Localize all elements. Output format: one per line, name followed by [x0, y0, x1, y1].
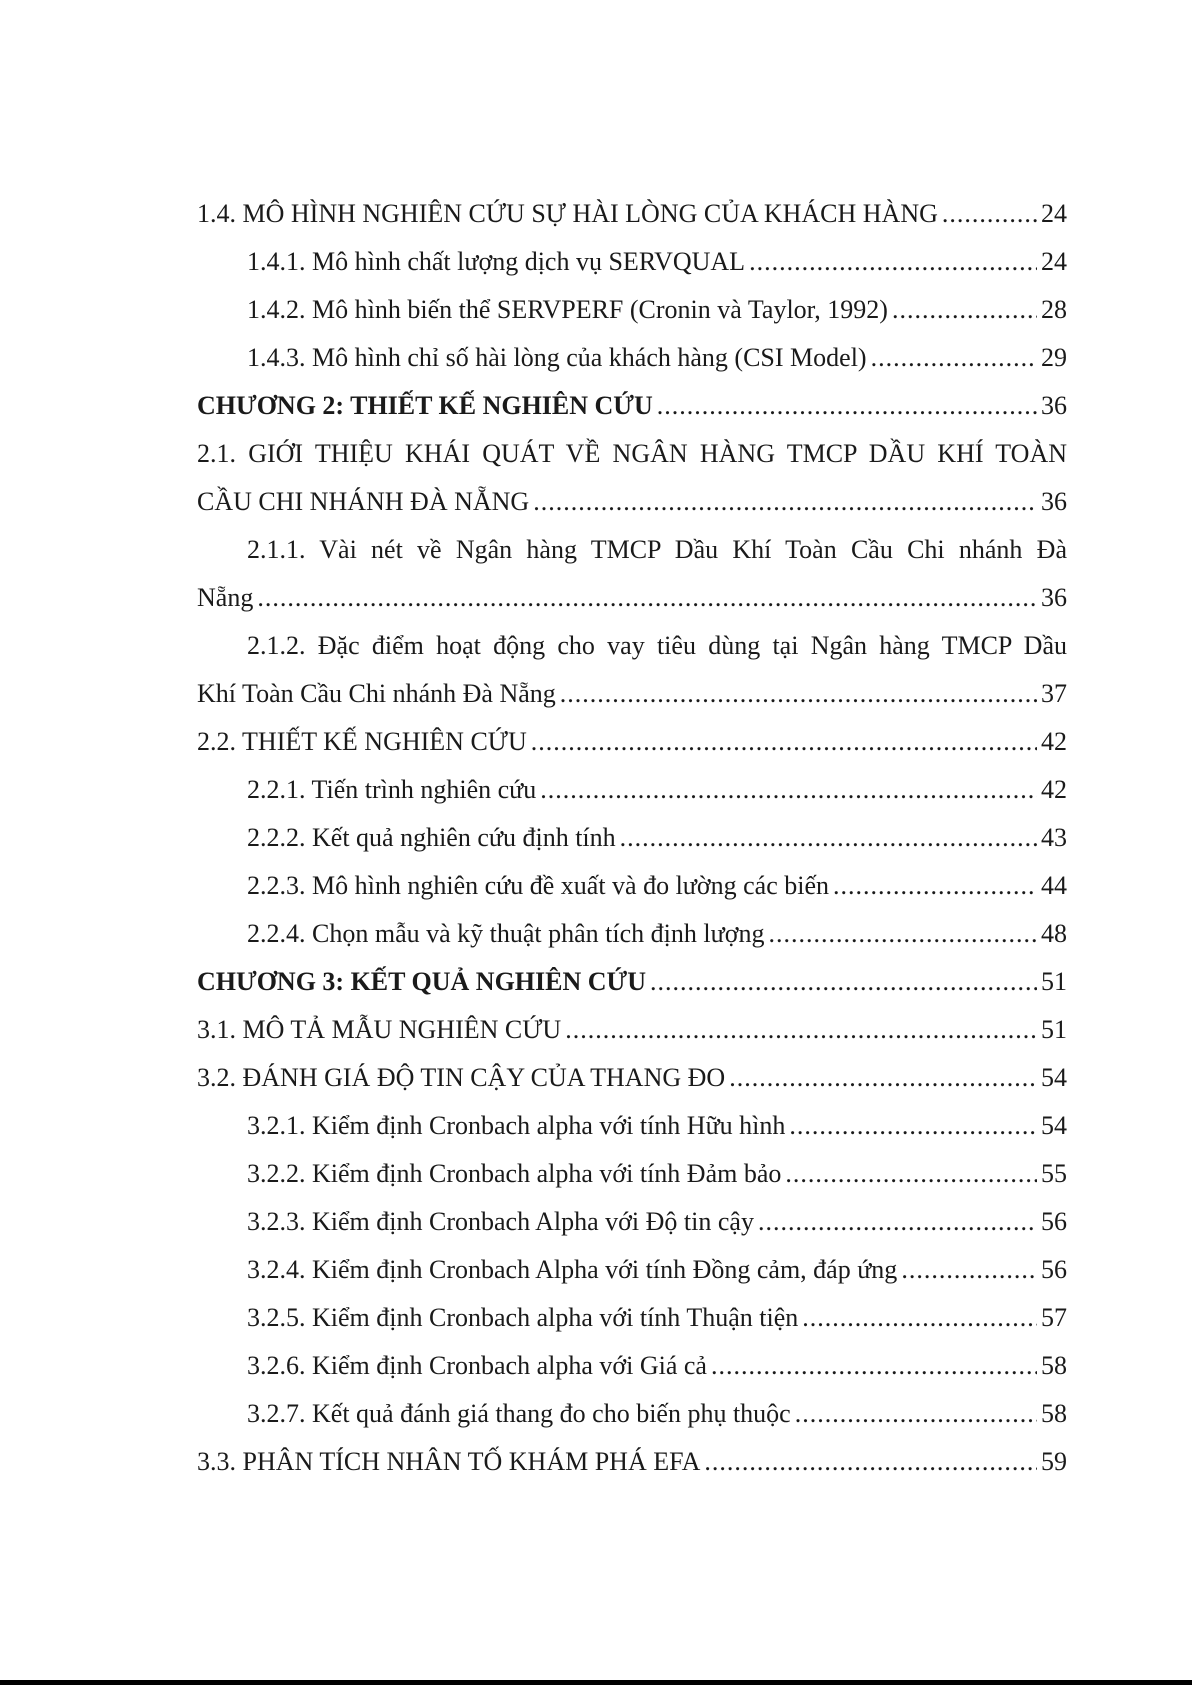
dot-leader	[802, 1294, 1037, 1342]
dot-leader	[768, 910, 1037, 958]
toc-entry-page: 56	[1041, 1207, 1067, 1236]
toc-entry-title: 2.2.2. Kết quả nghiên cứu định tính	[247, 823, 616, 852]
dot-leader	[565, 1006, 1037, 1054]
toc-entry-line1: 2.1.2. Đặc điểm hoạt động cho vay tiêu dùng tại Ngân hàng TMCP Dầu	[247, 631, 1067, 660]
toc-entry	[197, 1150, 1067, 1198]
toc-entry	[197, 238, 1067, 286]
dot-leader	[620, 814, 1037, 862]
toc-entry-page: 59	[1041, 1447, 1067, 1476]
dot-leader	[901, 1246, 1037, 1294]
toc-entry	[197, 766, 1067, 814]
toc-entry	[197, 1054, 1067, 1102]
toc-entry-page: 58	[1041, 1399, 1067, 1428]
toc-chapter-entry	[197, 382, 1067, 430]
dot-leader	[257, 574, 1037, 622]
toc-entry-page: 42	[1041, 727, 1067, 756]
toc-chapter-entry	[197, 958, 1067, 1006]
toc-entry-page: 36	[1041, 583, 1067, 612]
toc-entry-title: 3.2. ĐÁNH GIÁ ĐỘ TIN CẬY CỦA THANG ĐO	[197, 1063, 726, 1092]
toc-entry-page: 42	[1041, 775, 1067, 804]
toc-entry-title: 3.2.1. Kiểm định Cronbach alpha với tính Hữu hình	[247, 1111, 786, 1140]
dot-leader	[942, 190, 1037, 238]
dot-leader	[711, 1342, 1037, 1390]
toc-entry-page: 29	[1041, 343, 1067, 372]
toc-entry-title: 2.2.1. Tiến trình nghiên cứu	[247, 775, 537, 804]
dot-leader	[833, 862, 1037, 910]
toc-entry-page: 36	[1041, 391, 1067, 420]
dot-leader	[560, 670, 1037, 718]
toc-entry	[197, 1438, 1067, 1486]
toc-entry-title: 3.2.6. Kiểm định Cronbach alpha với Giá cả	[247, 1351, 707, 1380]
toc-entry-page: 56	[1041, 1255, 1067, 1284]
toc-entry-title: 3.2.3. Kiểm định Cronbach Alpha với Độ tin cậy	[247, 1207, 754, 1236]
toc-entry	[197, 286, 1067, 334]
toc-entry	[197, 1198, 1067, 1246]
toc-entry-page: 24	[1041, 199, 1067, 228]
dot-leader	[704, 1438, 1037, 1486]
toc-entry-page: 43	[1041, 823, 1067, 852]
toc-entry	[197, 1102, 1067, 1150]
toc-entry-title: 1.4.1. Mô hình chất lượng dịch vụ SERVQUAL	[247, 247, 746, 276]
toc-entry-page: 44	[1041, 871, 1067, 900]
dot-leader	[749, 238, 1037, 286]
dot-leader	[871, 334, 1037, 382]
toc-entry-page: 54	[1041, 1111, 1067, 1140]
toc-entry-title: CHƯƠNG 3: KẾT QUẢ NGHIÊN CỨU	[197, 967, 646, 996]
toc-entry-title: 2.2.3. Mô hình nghiên cứu đề xuất và đo lường các biến	[247, 871, 830, 900]
toc-entry	[197, 334, 1067, 382]
dot-leader	[657, 382, 1037, 430]
toc-entry-title: 3.2.5. Kiểm định Cronbach alpha với tính Thuận tiện	[247, 1303, 799, 1332]
toc-entry-page: 37	[1041, 679, 1067, 708]
toc-entry-page: 51	[1041, 1015, 1067, 1044]
dot-leader	[540, 766, 1037, 814]
toc-entry-title: CẦU CHI NHÁNH ĐÀ NẴNG	[197, 487, 530, 516]
toc-entry	[197, 574, 1067, 622]
toc-entry	[197, 1390, 1067, 1438]
toc-entry	[197, 1006, 1067, 1054]
dot-leader	[533, 478, 1037, 526]
toc-entry	[197, 478, 1067, 526]
toc-entry-page: 51	[1041, 967, 1067, 996]
toc-entry-page: 28	[1041, 295, 1067, 324]
toc-entry-title: 3.2.7. Kết quả đánh giá thang đo cho biến phụ thuộc	[247, 1399, 791, 1428]
toc-entry-page: 55	[1041, 1159, 1067, 1188]
toc-entry-title: 1.4.2. Mô hình biến thể SERVPERF (Cronin và Taylor, 1992)	[247, 295, 888, 324]
toc-entry	[197, 190, 1067, 238]
toc-entry	[197, 910, 1067, 958]
toc-entry-title: 2.2. THIẾT KẾ NGHIÊN CỨU	[197, 727, 527, 756]
dot-leader	[789, 1102, 1037, 1150]
toc-entry-page: 36	[1041, 487, 1067, 516]
toc-entry	[197, 1246, 1067, 1294]
toc-entry-title: CHƯƠNG 2: THIẾT KẾ NGHIÊN CỨU	[197, 391, 653, 420]
dot-leader	[758, 1198, 1037, 1246]
dot-leader	[531, 718, 1037, 766]
dot-leader	[795, 1390, 1037, 1438]
toc-entry-title: 3.3. PHÂN TÍCH NHÂN TỐ KHÁM PHÁ EFA	[197, 1447, 701, 1476]
dot-leader	[892, 286, 1037, 334]
toc-entry-title: 3.2.4. Kiểm định Cronbach Alpha với tính Đồng cảm, đáp ứng	[247, 1255, 898, 1284]
toc-entry-page: 57	[1041, 1303, 1067, 1332]
toc-entry-title: Khí Toàn Cầu Chi nhánh Đà Nẵng	[197, 679, 556, 708]
toc-entry-line1: 2.1. GIỚI THIỆU KHÁI QUÁT VỀ NGÂN HÀNG TMCP DẦU KHÍ TOÀN	[197, 439, 1067, 468]
toc-entry-line1: 2.1.1. Vài nét về Ngân hàng TMCP Dầu Khí Toàn Cầu Chi nhánh Đà	[247, 535, 1067, 564]
toc-entry-title: Nẵng	[197, 583, 254, 612]
toc-entry-title: 3.1. MÔ TẢ MẪU NGHIÊN CỨU	[197, 1015, 562, 1044]
toc-entry-title: 1.4.3. Mô hình chỉ số hài lòng của khách hàng (CSI Model)	[247, 343, 867, 372]
toc-entry	[197, 862, 1067, 910]
table-of-contents	[197, 190, 1067, 1486]
toc-entry	[197, 1294, 1067, 1342]
toc-entry	[197, 718, 1067, 766]
toc-entry-page: 54	[1041, 1063, 1067, 1092]
toc-entry-title: 1.4. MÔ HÌNH NGHIÊN CỨU SỰ HÀI LÒNG CỦA KHÁCH HÀNG	[197, 199, 938, 228]
toc-entry-title: 2.2.4. Chọn mẫu và kỹ thuật phân tích định lượng	[247, 919, 765, 948]
toc-entry	[197, 670, 1067, 718]
toc-entry	[197, 814, 1067, 862]
page-bottom-border	[0, 1680, 1192, 1685]
toc-entry	[197, 1342, 1067, 1390]
dot-leader	[785, 1150, 1037, 1198]
dot-leader	[729, 1054, 1037, 1102]
toc-entry-title: 3.2.2. Kiểm định Cronbach alpha với tính Đảm bảo	[247, 1159, 782, 1188]
toc-entry-page: 48	[1041, 919, 1067, 948]
toc-entry-page: 24	[1041, 247, 1067, 276]
toc-entry-page: 58	[1041, 1351, 1067, 1380]
dot-leader	[650, 958, 1037, 1006]
